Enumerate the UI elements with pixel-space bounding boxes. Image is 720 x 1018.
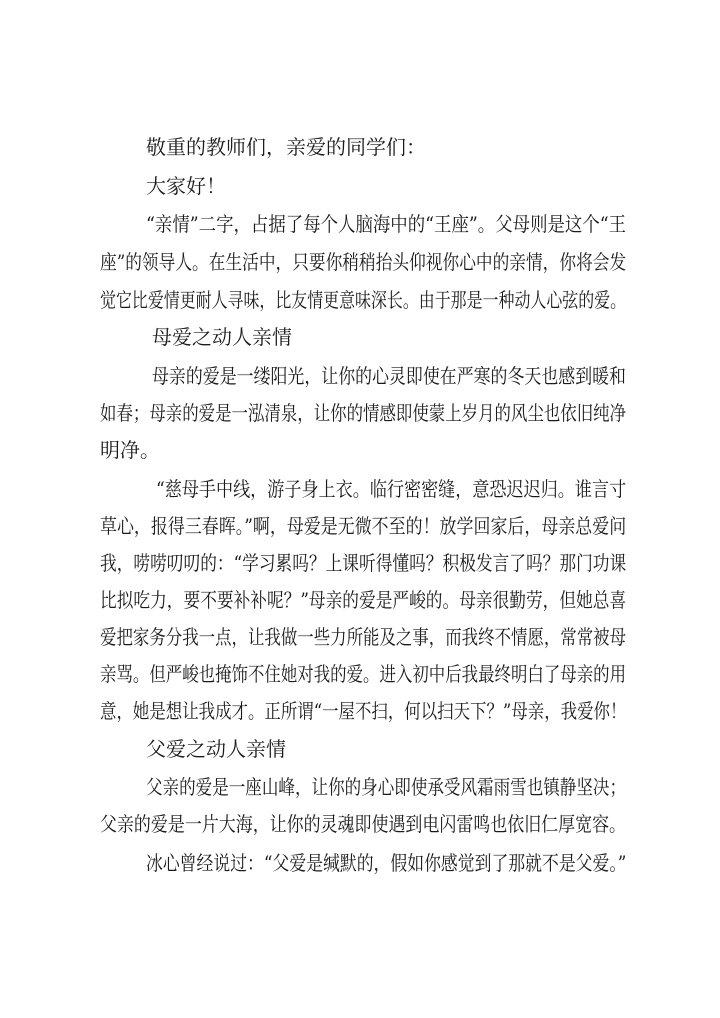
paragraph-line: 我，唠唠叨叨的：“学习累吗？上课听得懂吗？积极发言了吗？那门功课 — [100, 551, 627, 575]
paragraph-line: 比拟吃力，要不要补补呢？”母亲的爱是严峻的。母亲很勤劳，但她总喜 — [100, 588, 627, 612]
salutation: 敬重的教师们，亲爱的同学们： — [146, 135, 426, 159]
intro-line: 座”的领导人。在生活中，只要你稍稍抬头仰视你心中的亲情，你将会发 — [100, 250, 627, 274]
intro-line: “亲情”二字，占据了每个人脑海中的“王座”。父母则是这个“王 — [146, 212, 627, 236]
mother-section-heading: 母爱之动人亲情 — [152, 325, 292, 349]
paragraph-line: 母亲的爱是一缕阳光，让你的心灵即使在严寒的冬天也感到暖和 — [152, 364, 626, 388]
paragraph-line: 明净。 — [100, 438, 160, 462]
greeting: 大家好！ — [146, 174, 226, 198]
paragraph-line: 冰心曾经说过：“父爱是缄默的，假如你感觉到了那就不是父爱。” — [146, 851, 627, 875]
paragraph-line: 父亲的爱是一片大海，让你的灵魂即使遇到电闪雷鸣也依旧仁厚宽容。 — [100, 812, 627, 836]
paragraph-line: 如春；母亲的爱是一泓清泉，让你的情感即使蒙上岁月的风尘也依旧纯净 — [100, 401, 627, 425]
paragraph-line: 爱把家务分我一点，让我做一些力所能及之事，而我终不情愿，常常被母 — [100, 625, 627, 649]
paragraph-line: 意，她是想让我成才。正所谓“一屋不扫，何以扫天下？”母亲，我爱你！ — [100, 699, 627, 723]
paragraph-line: “慈母手中线，游子身上衣。临行密密缝，意恐迟迟归。谁言寸 — [156, 477, 627, 501]
paragraph-line: 草心，报得三春晖。”啊，母爱是无微不至的！放学回家后，母亲总爱问 — [100, 514, 627, 538]
father-section-heading: 父爱之动人亲情 — [146, 737, 286, 761]
paragraph-line: 亲骂。但严峻也掩饰不住她对我的爱。进入初中后我最终明白了母亲的用 — [100, 662, 627, 686]
paragraph-line: 父亲的爱是一座山峰，让你的身心即使承受风霜雨雪也镇静坚决； — [146, 775, 627, 799]
intro-line: 觉它比爱情更耐人寻味，比友情更意味深长。由于那是一种动人心弦的爱。 — [100, 288, 627, 312]
